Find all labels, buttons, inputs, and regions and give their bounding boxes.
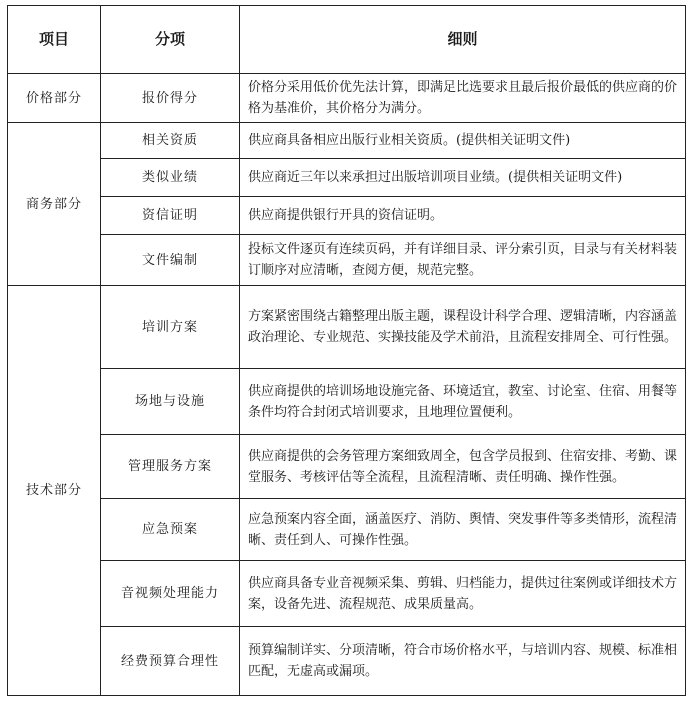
sub-item-cell: 文件编制: [101, 235, 240, 286]
table-row: [8, 197, 686, 235]
sub-item-cell: 资信证明: [101, 197, 240, 235]
table-row: [8, 235, 686, 286]
sub-item-cell: 培训方案: [101, 286, 240, 369]
detail-cell: 价格分采用低价优先法计算，即满足比选要求且最后报价最低的供应商的价格为基准价，其价格分为满分。: [240, 74, 686, 123]
table-row: [8, 369, 686, 435]
sub-item-cell: 经费预算合理性: [101, 627, 240, 696]
detail-cell: 供应商近三年以来承担过出版培训项目业绩。(提供相关证明文件): [240, 159, 686, 197]
sub-item-cell: 音视频处理能力: [101, 561, 240, 627]
scoring-criteria-table: [7, 5, 686, 696]
sub-item-cell: 管理服务方案: [101, 435, 240, 499]
table-row: [8, 561, 686, 627]
detail-cell: 预算编制详实、分项清晰，符合市场价格水平，与培训内容、规模、标准相匹配，无虚高或漏项。: [240, 627, 686, 696]
sub-item-cell: 报价得分: [101, 74, 240, 123]
sub-item-cell: 类似业绩: [101, 159, 240, 197]
header-category: 项目: [8, 6, 101, 74]
detail-cell: 方案紧密围绕古籍整理出版主题，课程设计科学合理、逻辑清晰，内容涵盖政治理论、专业规范、实操技能及学术前沿，且流程安排周全、可行性强。: [240, 286, 686, 369]
table-row: [8, 435, 686, 499]
table-row: [8, 627, 686, 696]
detail-cell: 供应商提供的培训场地设施完备、环境适宜，教室、讨论室、住宿、用餐等条件均符合封闭式培训要求，且地理位置便利。: [240, 369, 686, 435]
table-row: [8, 286, 686, 369]
category-cell: 技术部分: [8, 286, 101, 696]
sub-item-cell: 场地与设施: [101, 369, 240, 435]
table-row: [8, 499, 686, 561]
category-cell: 价格部分: [8, 74, 101, 123]
detail-cell: 投标文件逐页有连续页码，并有详细目录、评分索引页，目录与有关材料装订顺序对应清晰，查阅方便，规范完整。: [240, 235, 686, 286]
header-sub-item: 分项: [101, 6, 240, 74]
table-row: [8, 123, 686, 159]
table-row: [8, 74, 686, 123]
detail-cell: 供应商提供银行开具的资信证明。: [240, 197, 686, 235]
detail-cell: 供应商具备相应出版行业相关资质。(提供相关证明文件): [240, 123, 686, 159]
table-row: [8, 159, 686, 197]
detail-cell: 供应商具备专业音视频采集、剪辑、归档能力，提供过往案例或详细技术方案，设备先进、流程规范、成果质量高。: [240, 561, 686, 627]
table-header-row: [8, 6, 686, 74]
sub-item-cell: 应急预案: [101, 499, 240, 561]
detail-cell: 应急预案内容全面，涵盖医疗、消防、舆情、突发事件等多类情形，流程清晰、责任到人、可操作性强。: [240, 499, 686, 561]
detail-cell: 供应商提供的会务管理方案细致周全，包含学员报到、住宿安排、考勤、课堂服务、考核评估等全流程，且流程清晰、责任明确、操作性强。: [240, 435, 686, 499]
sub-item-cell: 相关资质: [101, 123, 240, 159]
header-detail: 细则: [240, 6, 686, 74]
category-cell: 商务部分: [8, 123, 101, 286]
